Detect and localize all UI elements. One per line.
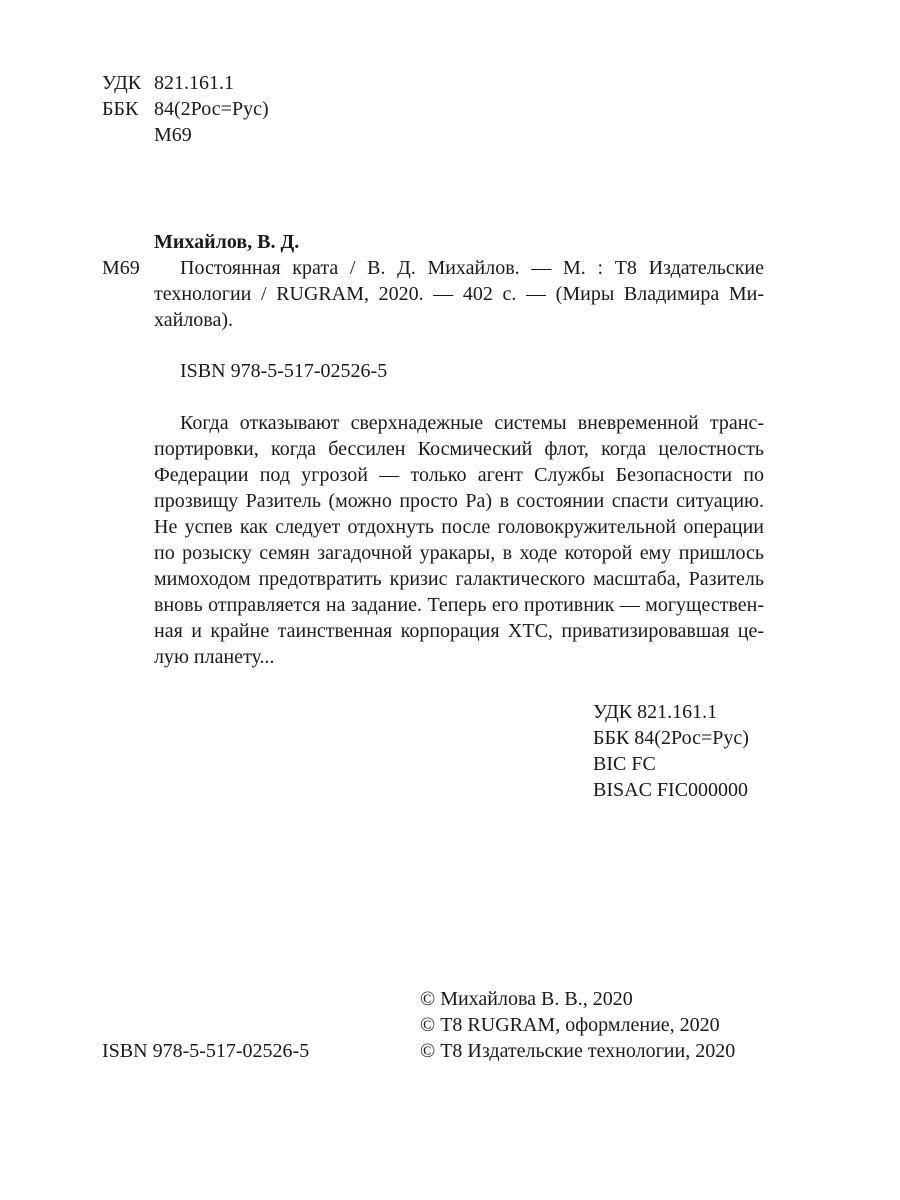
right-class-line: BIC FC [593,753,656,775]
copyright-block [420,986,735,1064]
right-classification [593,699,749,803]
copyright-line: © Т8 RUGRAM, оформление, 2020 [420,1014,720,1036]
cutter-code: М69 [102,257,140,279]
annotation-line: лую планету... [154,646,275,668]
cutter-row [102,122,269,148]
cutter-value: М69 [154,124,192,146]
bib-line: технологии / RUGRAM, 2020. — 402 с. — (Миры Владимира Ми- [154,283,764,305]
bibliographic-description [154,255,764,333]
author-heading: Михайлов, В. Д. [154,231,300,253]
bottom-isbn: ISBN 978-5-517-02526-5 [102,1040,310,1062]
bib-line: хайлова). [154,309,234,331]
annotation-line: Когда отказывают сверхнадежные системы вневременной транс- [180,412,764,434]
classification-block [102,70,269,148]
right-class-line: BISAC FIC000000 [593,779,749,801]
annotation-line: прозвищу Разитель (можно просто Ра) в состоянии спасти ситуацию. [154,490,764,512]
copyright-line: © Т8 Издательские технологии, 2020 [420,1040,736,1062]
bbk-row [102,96,269,122]
copyright-line: © Михайлова В. В., 2020 [420,988,633,1010]
isbn-line: ISBN 978-5-517-02526-5 [180,360,388,382]
annotation-line: Федерации под угрозой — только агент Службы Безопасности по [154,464,764,486]
bbk-value: 84(2Рос=Рус) [154,98,269,120]
udk-row [102,70,269,96]
bib-line: Постоянная крата / В. Д. Михайлов. — М. : Т8 Издательские [180,257,764,279]
udk-label: УДК [102,72,142,94]
right-class-line: ББК 84(2Рос=Рус) [593,727,749,749]
annotation-line: ная и крайне таинственная корпорация XTC, приватизировавшая це- [154,620,764,642]
annotation-line: по розыску семян загадочной уракары, в ходе которой ему пришлось [154,542,764,564]
annotation-line: Не успев как следует отдохнуть после головокружительной операции [154,516,764,538]
udk-value: 821.161.1 [154,72,234,94]
annotation-line: портировки, когда бессилен Космический флот, когда целостность [154,438,764,460]
bbk-label: ББК [102,98,139,120]
annotation [154,410,764,670]
annotation-line: вновь отправляется на задание. Теперь его противник — могуществен- [154,594,764,616]
right-class-line: УДК 821.161.1 [593,701,718,723]
annotation-line: мимоходом предотвратить кризис галактического масштаба, Разитель [154,568,764,590]
